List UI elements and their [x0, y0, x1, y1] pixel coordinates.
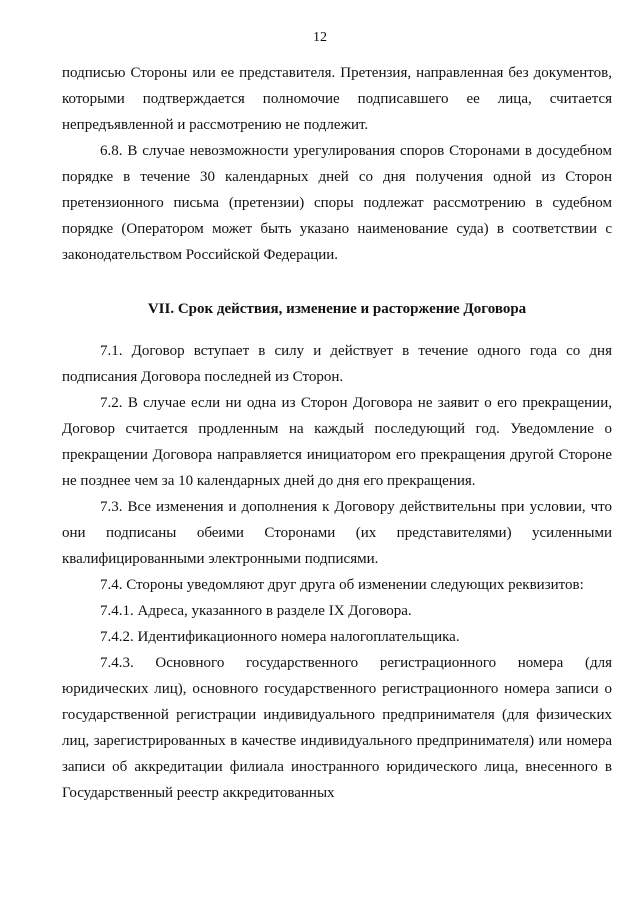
section-heading: VII. Срок действия, изменение и расторжение Договора: [147, 301, 527, 317]
paragraph-6-8: 6.8. В случае невозможности урегулирования споров Сторонами в досудебном порядке в течение 30 календарных дней со дня получения одной из Сторон претензионного письма (претензии) споры подлежат рассмотрению в судебном порядке (Оператором может быть указано наименование суда) в соответствии с законодательством Российской Федерации.: [62, 143, 612, 263]
paragraph-7-1: 7.1. Договор вступает в силу и действует в течение одного года со дня подписания Договора последней из Сторон.: [62, 343, 612, 385]
paragraph-7-4-2: 7.4.2. Идентификационного номера налогоплательщика.: [100, 629, 460, 645]
paragraph-claim-end: подписью Стороны или ее представителя. Претензия, направленная без документов, которыми подтверждается полномочие подписавшего ее лица, считается непредъявленной и рассмотрению не подлежит.: [62, 65, 612, 133]
page-number: 12: [313, 30, 327, 45]
paragraph-7-3: 7.3. Все изменения и дополнения к Договору действительны при условии, что они подписаны обеими Сторонами (их представителями) усиленными квалифицированными электронными подписями.: [62, 499, 612, 567]
paragraph-7-4-1: 7.4.1. Адреса, указанного в разделе IX Договора.: [100, 603, 412, 619]
paragraph-7-4-3: 7.4.3. Основного государственного регистрационного номера (для юридических лиц), основного государственного регистрационного номера записи о государственной регистрации индивидуального предпринимателя (для физических лиц, зарегистрированных в качестве индивидуального предпринимателя) или номера записи об аккредитации филиала иностранного юридического лица, внесенного в Государственный реестр аккредитованных: [62, 655, 612, 801]
text-block-section-7: [62, 338, 612, 806]
paragraph-7-4: 7.4. Стороны уведомляют друг друга об изменении следующих реквизитов:: [100, 577, 584, 593]
text-block-section-6: [62, 60, 612, 268]
paragraph-7-2: 7.2. В случае если ни одна из Сторон Договора не заявит о его прекращении, Договор считается продленным на каждый последующий год. Уведомление о прекращении Договора направляется инициатором его прекращения другой Стороне не позднее чем за 10 календарных дней до дня его прекращения.: [62, 395, 612, 489]
